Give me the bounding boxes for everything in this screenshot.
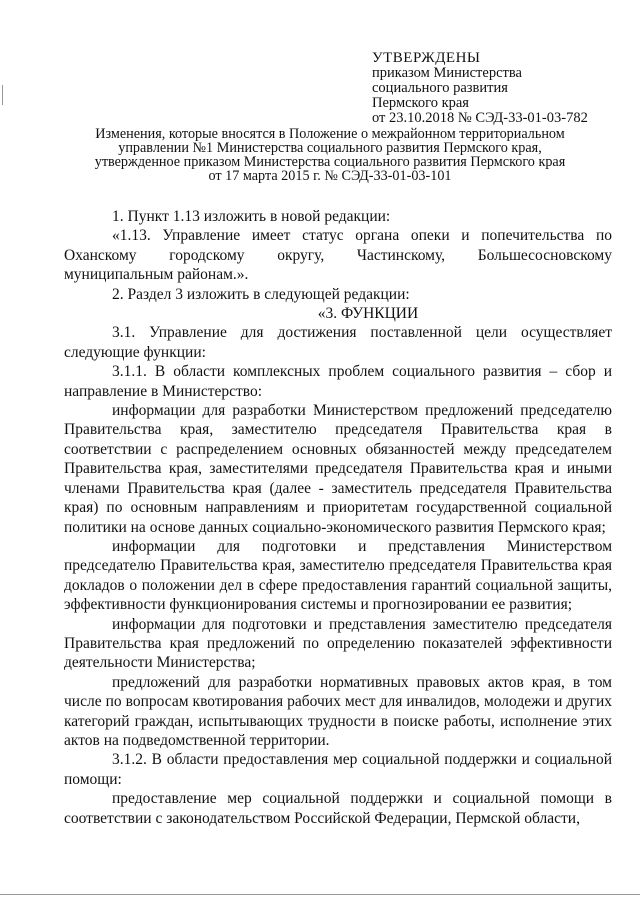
- paragraph: 3.1.2. В области предоставления мер социальной поддержки и социальной помощи:: [64, 751, 612, 788]
- paragraph-item-2: 2. Раздел 3 изложить в следующей редакции:: [112, 285, 410, 303]
- paragraph-quote-line: Оханскому городскому округу, Частинскому, Большесосновскому: [64, 246, 612, 264]
- approval-line: Пермского края: [372, 95, 469, 111]
- approval-line: социального развития: [372, 80, 508, 96]
- paragraph-quote-line: «1.13. Управление имеет статус органа опеки и попечительства по: [112, 227, 612, 245]
- approval-line: приказом Министерства: [372, 65, 522, 81]
- paragraph: информации для подготовки и представления Министерством председателю Правительства края, заместителю председателя Правительства края докладов о положении дел в сфере предоставления гарантий социальной защиты, эффективности функционирования системы и прогнозировании ее развития;: [64, 537, 612, 614]
- paragraph-item-1: 1. Пункт 1.13 изложить в новой редакции:: [112, 208, 391, 225]
- title-line: утвержденное приказом Министерства социального развития Пермского края: [94, 154, 566, 170]
- document-title: [40, 127, 620, 183]
- paragraph: 3.1. Управление для достижения поставленной цели осуществляет следующие функции:: [64, 324, 612, 361]
- scan-bottom-edge: [0, 894, 640, 895]
- title-line: Изменения, которые вносятся в Положение о межрайонном территориальном: [95, 126, 565, 142]
- paragraph: 3.1.1. В области комплексных проблем социального развития – сбор и направление в Министерство:: [64, 363, 612, 400]
- approval-heading: УТВЕРЖДЕНЫ: [372, 50, 481, 66]
- paragraph: предоставление мер социальной поддержки и социальной помощи в соответствии с законодательством Российской Федерации, Пермской области,: [64, 790, 612, 827]
- title-line: управлении №1 Министерства социального развития Пермского края,: [118, 140, 542, 156]
- scan-edge-mark: [2, 85, 3, 105]
- section-heading: «3. ФУНКЦИИ: [317, 305, 419, 323]
- paragraph: предложений для разработки нормативных правовых актов края, в том числе по вопросам квотирования рабочих мест для инвалидов, молодежи и других категорий граждан, испытывающих трудности в поиске работы, исполнение этих актов на подведомственной территории.: [64, 673, 612, 749]
- title-line: от 17 марта 2015 г. № СЭД-33-01-03-101: [208, 168, 452, 184]
- paragraph-quote-line: муниципальным районам.».: [64, 266, 249, 284]
- paragraph: информации для разработки Министерством предложений председателю Правительства края, заместителю председателя Правительства края в соответствии с распределением основных обязанностей между председателем Правительства края, заместителями председателя Правительства края и иными членами Правительства края (далее - заместитель председателя Правительства края) по основным направлениям и приоритетам государственной социальной политики на основе данных социально-экономического развития Пермского края;: [64, 402, 612, 536]
- document-body: [64, 207, 612, 828]
- paragraph: информации для подготовки и представления заместителю председателя Правительства края предложений по определению показателей эффективности деятельности Министерства;: [64, 615, 612, 672]
- approval-date-number: от 23.10.2018 № СЭД-33-01-03-782: [372, 110, 588, 126]
- approval-stamp: [372, 50, 588, 126]
